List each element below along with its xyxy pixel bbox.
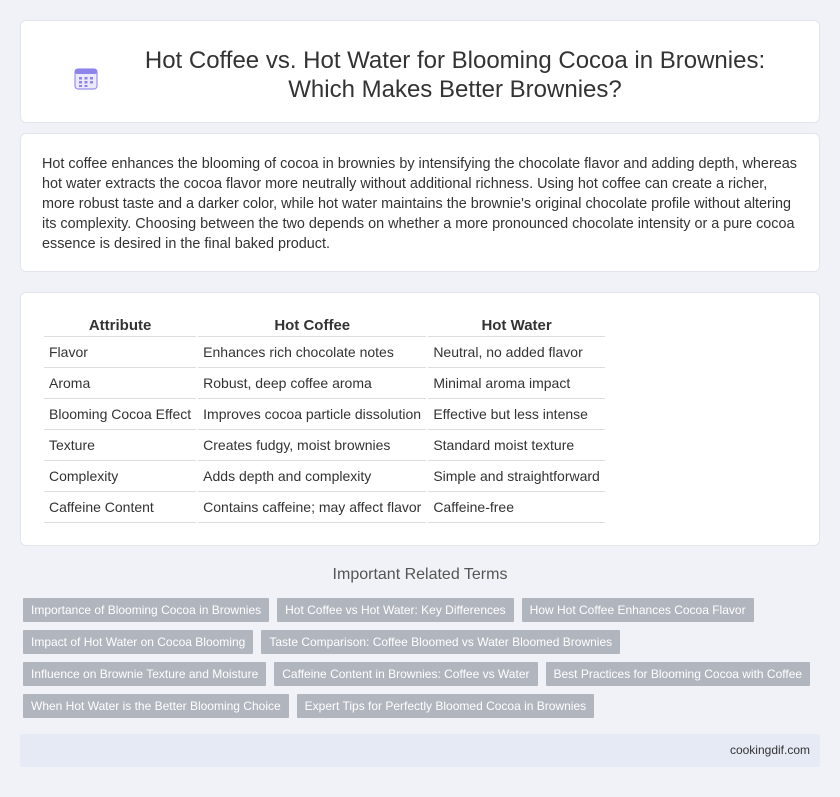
table-cell: Minimal aroma impact xyxy=(428,368,605,399)
related-term-link[interactable]: Best Practices for Blooming Cocoa with Coffee xyxy=(546,662,811,686)
table-row xyxy=(44,492,605,523)
title-card xyxy=(20,20,820,123)
related-term-link[interactable]: Hot Coffee vs Hot Water: Key Differences xyxy=(277,598,514,622)
column-header-attribute: Attribute xyxy=(44,315,196,337)
table-row xyxy=(44,461,605,492)
table-cell: Blooming Cocoa Effect xyxy=(44,399,196,430)
table-cell: Texture xyxy=(44,430,196,461)
table-row xyxy=(44,430,605,461)
footer-site-link[interactable]: cookingdif.com xyxy=(729,743,810,757)
table-cell: Robust, deep coffee aroma xyxy=(198,368,426,399)
table-cell: Complexity xyxy=(44,461,196,492)
related-term-link[interactable]: How Hot Coffee Enhances Cocoa Flavor xyxy=(522,598,754,622)
table-cell: Aroma xyxy=(44,368,196,399)
related-term-link[interactable]: Caffeine Content in Brownies: Coffee vs Water xyxy=(274,662,537,686)
table-row xyxy=(44,399,605,430)
tag-row xyxy=(23,694,823,718)
footer-bar xyxy=(20,734,820,767)
table-cell: Creates fudgy, moist brownies xyxy=(198,430,426,461)
table-cell: Enhances rich chocolate notes xyxy=(198,337,426,368)
related-term-link[interactable]: Influence on Brownie Texture and Moisture xyxy=(23,662,266,686)
tag-row xyxy=(23,598,823,622)
table-cell: Contains caffeine; may affect flavor xyxy=(198,492,426,523)
related-term-link[interactable]: Importance of Blooming Cocoa in Brownies xyxy=(23,598,269,622)
table-cell: Effective but less intense xyxy=(428,399,605,430)
tag-row xyxy=(23,662,823,686)
related-term-link[interactable]: Expert Tips for Perfectly Bloomed Cocoa in Brownies xyxy=(297,694,594,718)
summary-paragraph: Hot coffee enhances the blooming of cocoa in brownies by intensifying the chocolate flavor and adding depth, whereas hot water extracts the cocoa flavor more neutrally without additional richness. Using hot coffee can create a richer, more robust taste and a darker color, while hot water maintains the brownie's original chocolate profile without altering its complexity. Choosing between the two depends on whether a more pronounced chocolate intensity or a pure cocoa essence is desired in the final baked product. xyxy=(42,156,797,252)
related-term-link[interactable]: Taste Comparison: Coffee Bloomed vs Water Bloomed Brownies xyxy=(261,630,620,654)
column-header-hot-water: Hot Water xyxy=(428,315,605,337)
page-title: Hot Coffee vs. Hot Water for Blooming Cocoa in Brownies: Which Makes Better Brownies? xyxy=(144,47,766,103)
table-cell: Flavor xyxy=(44,337,196,368)
table-cell: Simple and straightforward xyxy=(428,461,605,492)
table-cell: Improves cocoa particle dissolution xyxy=(198,399,426,430)
related-terms-heading: Important Related Terms xyxy=(332,566,508,583)
table-row xyxy=(44,337,605,368)
related-terms-list xyxy=(23,598,823,726)
table-cell: Caffeine-free xyxy=(428,492,605,523)
table-cell: Standard moist texture xyxy=(428,430,605,461)
tag-row xyxy=(23,630,823,654)
table-cell: Neutral, no added flavor xyxy=(428,337,605,368)
related-term-link[interactable]: When Hot Water is the Better Blooming Choice xyxy=(23,694,289,718)
column-header-hot-coffee: Hot Coffee xyxy=(198,315,426,337)
table-cell: Caffeine Content xyxy=(44,492,196,523)
table-header-row xyxy=(44,315,605,337)
related-term-link[interactable]: Impact of Hot Water on Cocoa Blooming xyxy=(23,630,253,654)
table-cell: Adds depth and complexity xyxy=(198,461,426,492)
comparison-card xyxy=(20,292,820,546)
comparison-table xyxy=(42,315,607,523)
summary-card xyxy=(20,133,820,272)
calendar-icon xyxy=(74,66,98,90)
table-row xyxy=(44,368,605,399)
